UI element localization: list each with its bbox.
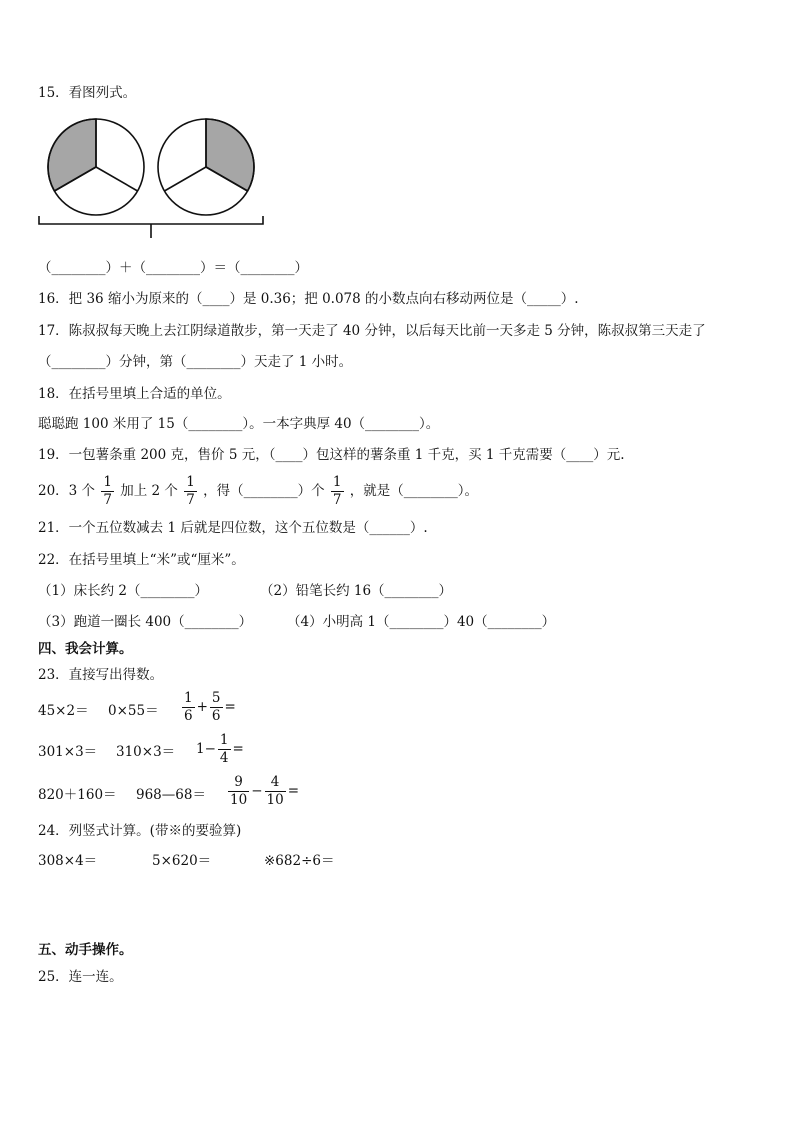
brace [39,216,263,238]
calc-0x55: 0×55＝ [108,703,159,719]
left-circle [48,119,144,215]
calc-301x3: 301×3＝ [38,744,98,760]
q25: 25．连一连。 [38,969,123,985]
q24-title: 24．列竖式计算。(带※的要验算) [38,823,242,839]
q17-line2: （________）分钟，第（________）天走了 1 小时。 [38,354,353,370]
q21: 21．一个五位数减去 1 后就是四位数，这个五位数是（______）. [38,520,428,536]
calc-45x2: 45×2＝ [38,703,89,719]
calc-682div6: ※682÷6＝ [264,853,335,869]
q19: 19．一包薯条重 200 克，售价 5 元，（____）包这样的薯条重 1 千克，买 1 千克需要（____）元. [38,447,625,463]
calc-5x620: 5×620＝ [152,853,212,869]
q16: 16．把 36 缩小为原来的（____）是 0.36；把 0.078 的小数点向右移动两位是（_____）. [38,291,579,307]
fraction-one-seventh: $\frac{1}{7}$ [186,474,195,508]
q17-line1: 17．陈叔叔每天晚上去江阴绿道散步，第一天走了 40 分钟，以后每天比前一天多走 5 分钟，陈叔叔第三天走了 [38,323,706,339]
q18-line: 聪聪跑 100 米用了 15（________）。一本字典厚 40（________）。 [38,416,440,432]
calc-1-minus-1-4: 1− $\frac{1}{4}$ = [196,732,244,766]
calc-308x4: 308×4＝ [38,853,98,869]
q18-title: 18．在括号里填上合适的单位。 [38,386,231,402]
section-5-heading: 五、动手操作。 [38,942,133,958]
q23-title: 23．直接写出得数。 [38,667,164,683]
q22-item4: （4）小明高 1（________）40（________） [287,614,556,630]
q20: 20．3 个 $\frac{1}{7}$ 加上 2 个 $\frac{1}{7}$ ，得（________）个 $\frac{1}{7}$ ，就是（________）。 [38,474,479,508]
calc-820-plus-160: 820＋160＝ [38,787,117,803]
calc-310x3: 310×3＝ [116,744,176,760]
calc-1-6-plus-5-6: $\frac{1}{6}$ + $\frac{5}{6}$ = [184,690,236,724]
calc-9-10-minus-4-10: $\frac{9}{10}$ − $\frac{4}{10}$ = [230,774,299,808]
q22-item3: （3）跑道一圈长 400（________） [38,614,253,630]
calc-968-minus-68: 968—68＝ [136,787,206,803]
section-4-heading: 四、我会计算。 [38,641,133,657]
q22-item2: （2）铅笔长约 16（________） [260,583,453,599]
fraction-one-seventh: $\frac{1}{7}$ [103,474,112,508]
fraction-one-seventh: $\frac{1}{7}$ [332,474,342,508]
fraction-circles-figure [36,112,276,242]
q22-item1: （1）床长约 2（________） [38,583,208,599]
q22-title: 22．在括号里填上“米”或“厘米”。 [38,552,245,568]
q15-equation: （________）＋（________）＝（________） [38,260,308,276]
right-circle [158,119,254,215]
q15-title: 15．看图列式。 [38,85,137,101]
